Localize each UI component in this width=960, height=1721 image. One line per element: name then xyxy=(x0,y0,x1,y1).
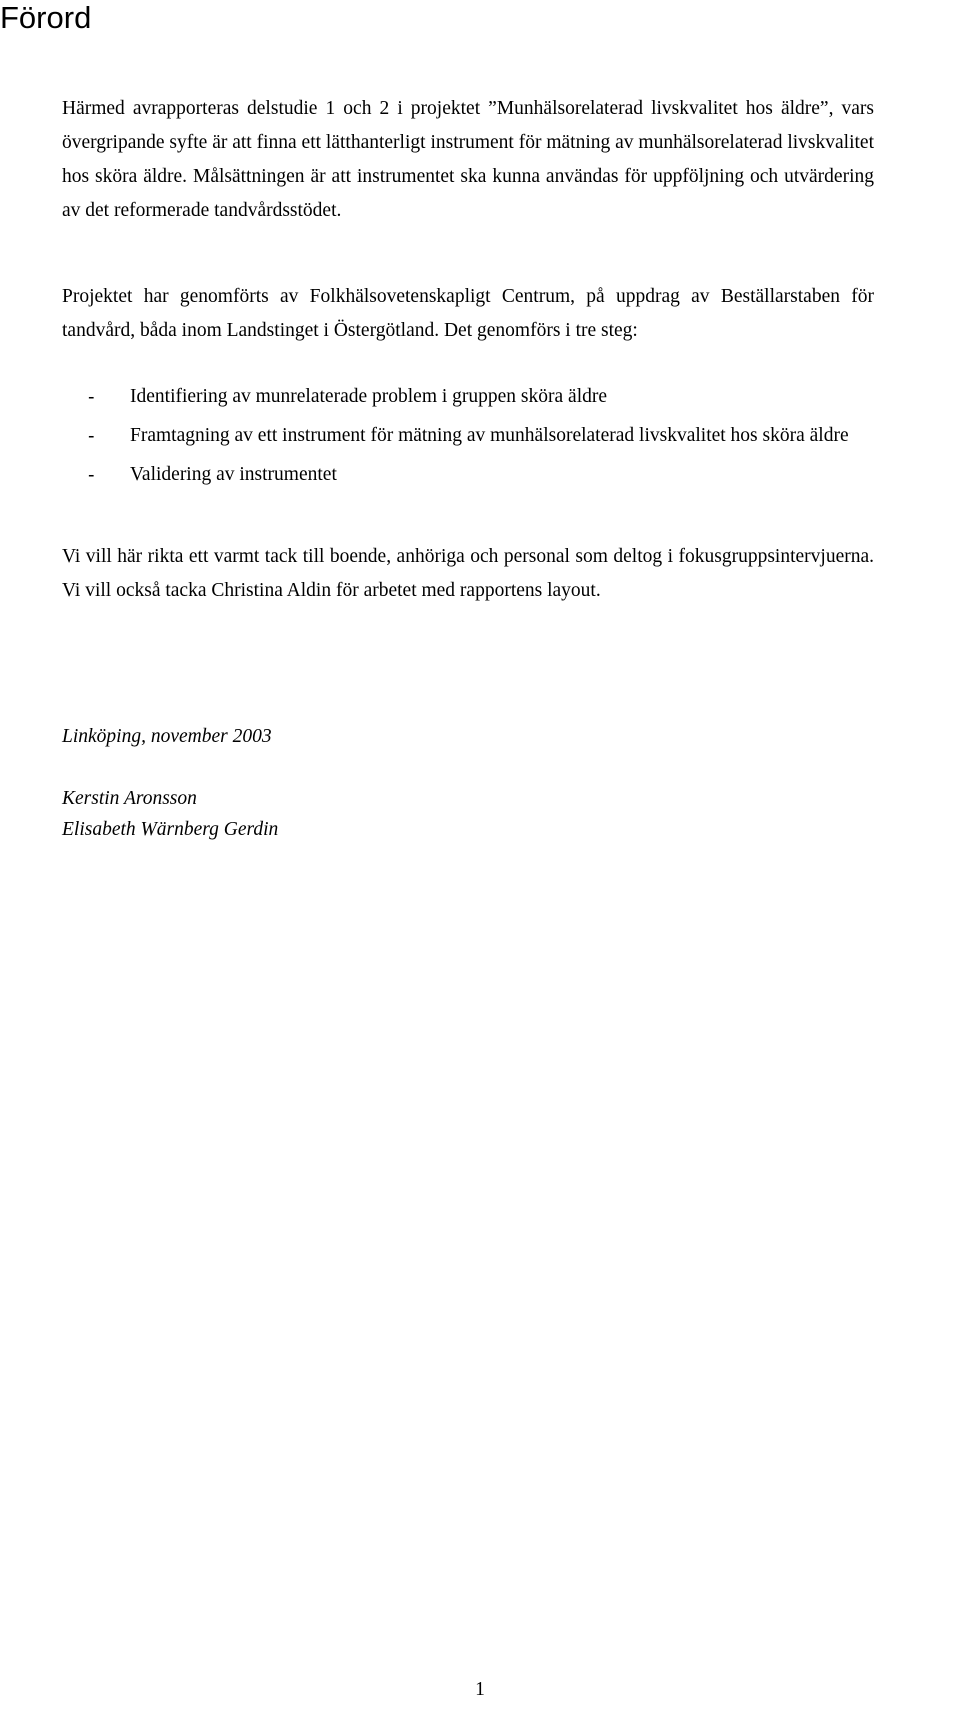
project-paragraph: Projektet har genomförts av Folkhälsovetenskapligt Centrum, på uppdrag av Beställarstaben för tandvård, båda inom Landstinget i Östergötland. Det genomförs i tre steg: xyxy=(62,286,874,341)
author-name: Kerstin Aronsson xyxy=(62,788,197,809)
page-number: 1 xyxy=(475,1679,485,1700)
step-text: Framtagning av ett instrument för mätning av munhälsorelaterad livskvalitet hos sköra äldre xyxy=(130,425,849,446)
dash-bullet: - xyxy=(88,464,95,486)
signature-place-date: Linköping, november 2003 xyxy=(62,726,272,747)
signature-authors xyxy=(62,783,278,845)
page-heading: Förord xyxy=(0,0,92,35)
list-item xyxy=(62,380,874,414)
author-name: Elisabeth Wärnberg Gerdin xyxy=(62,819,279,840)
step-text: Validering av instrumentet xyxy=(130,464,337,485)
step-text: Identifiering av munrelaterade problem i gruppen sköra äldre xyxy=(130,386,608,407)
thanks-paragraph: Vi vill här rikta ett varmt tack till boende, anhöriga och personal som deltog i fokusgruppsintervjuerna. Vi vill också tacka Christina Aldin för arbetet med rapportens layout. xyxy=(62,546,874,601)
intro-paragraph: Härmed avrapporteras delstudie 1 och 2 i projektet ”Munhälsorelaterad livskvalitet hos äldre”, vars övergripande syfte är att finna ett lätthanterligt instrument för mätning av munhälsorelaterad livskvalitet hos sköra äldre. Målsättningen är att instrumentet ska kunna användas för uppföljning och utvärdering av det reformerade tandvårdsstödet. xyxy=(62,98,874,221)
list-item xyxy=(62,419,874,453)
dash-bullet: - xyxy=(88,425,95,447)
steps-list xyxy=(62,380,874,497)
dash-bullet: - xyxy=(88,386,95,408)
list-item xyxy=(62,458,874,492)
